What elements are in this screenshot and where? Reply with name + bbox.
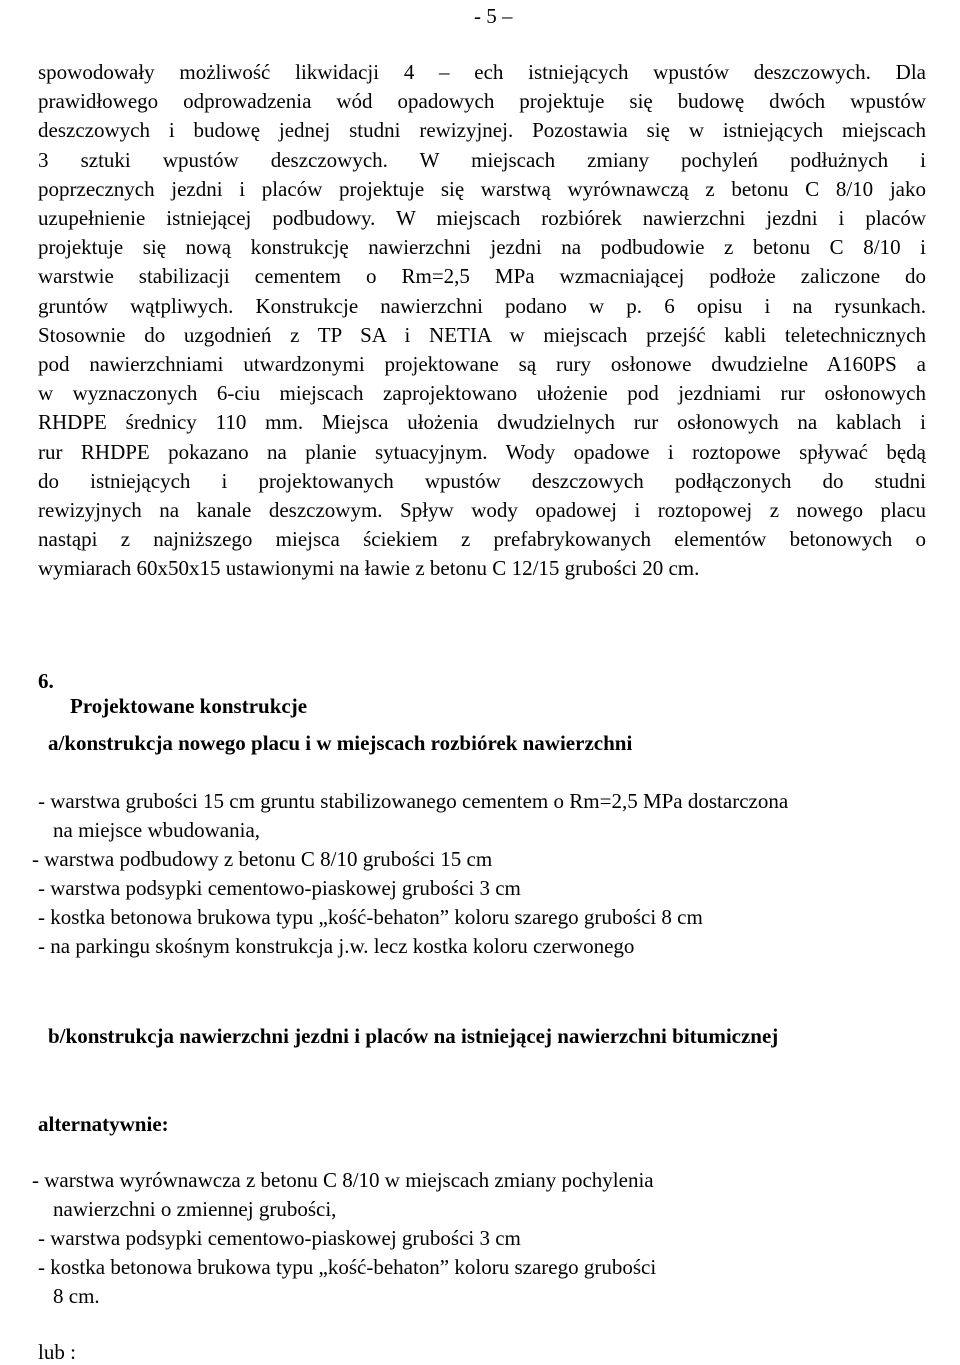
list-item: - warstwa wyrównawcza z betonu C 8/10 w miejscach zmiany pochylenia bbox=[32, 1168, 654, 1192]
subheading-b: b/konstrukcja nawierzchni jezdni i placów na istniejącej nawierzchni bitumicznej bbox=[48, 1024, 779, 1048]
paragraph-line: prawidłowego odprowadzenia wód opadowych projektuje się budowę dwóch wpustów bbox=[38, 89, 926, 114]
list-item: - warstwa podsypki cementowo-piaskowej grubości 3 cm bbox=[38, 876, 521, 900]
paragraph-line: wymiarach 60x50x15 ustawionymi na ławie z betonu C 12/15 grubości 20 cm. bbox=[38, 556, 700, 581]
paragraph-line: w wyznaczonych 6-ciu miejscach zaprojektowano ułożenie pod jezdniami rur osłonowych bbox=[38, 381, 926, 406]
paragraph-line: uzupełnienie istniejącej podbudowy. W miejscach rozbiórek nawierzchni jezdni i placów bbox=[38, 206, 926, 231]
list-item: - na parkingu skośnym konstrukcja j.w. lecz kostka koloru czerwonego bbox=[38, 934, 635, 958]
subheading-a: a/konstrukcja nowego placu i w miejscach rozbiórek nawierzchni bbox=[48, 731, 633, 755]
list-item: - warstwa grubości 15 cm gruntu stabilizowanego cementem o Rm=2,5 MPa dostarczona bbox=[38, 789, 789, 813]
paragraph-line: spowodowały możliwość likwidacji 4 – ech istniejących wpustów deszczowych. Dla bbox=[38, 60, 926, 84]
list-item: - kostka betonowa brukowa typu „kość-behaton” koloru szarego grubości bbox=[38, 1255, 657, 1279]
paragraph-line: Stosownie do uzgodnień z TP SA i NETIA w miejscach przejść kabli teletechnicznych bbox=[38, 322, 926, 347]
paragraph-line: rewizyjnych na kanale deszczowym. Spływ wody opadowej i roztopowej z nowego placu bbox=[38, 498, 926, 523]
list-item: - warstwa podbudowy z betonu C 8/10 grubości 15 cm bbox=[32, 847, 493, 871]
body-paragraph bbox=[38, 58, 926, 584]
paragraph-line: warstwie stabilizacji cementem o Rm=2,5 MPa wzmacniającej podłoże zaliczone do bbox=[38, 264, 926, 289]
lub-label: lub : bbox=[38, 1340, 76, 1364]
paragraph-line: pod nawierzchniami utwardzonymi projektowane są rury osłonowe dwudzielne A160PS a bbox=[38, 352, 926, 377]
paragraph-line: RHDPE średnicy 110 mm. Miejsca ułożenia dwudzielnych rur osłonowych na kablach i bbox=[38, 410, 926, 435]
list-item: - warstwa podsypki cementowo-piaskowej grubości 3 cm bbox=[38, 1226, 521, 1250]
page-number: - 5 – bbox=[474, 4, 513, 28]
list-item: na miejsce wbudowania, bbox=[53, 818, 261, 842]
list-item: 8 cm. bbox=[53, 1284, 100, 1308]
section-number: 6. bbox=[38, 669, 54, 693]
paragraph-line: do istniejących i projektowanych wpustów deszczowych podłączonych do studni bbox=[38, 468, 926, 493]
paragraph-line: poprzecznych jezdni i placów projektuje się warstwą wyrównawczą z betonu C 8/10 jako bbox=[38, 176, 926, 201]
paragraph-line: gruntów wątpliwych. Konstrukcje nawierzchni podano w p. 6 opisu i na rysunkach. bbox=[38, 293, 926, 318]
list-item: - kostka betonowa brukowa typu „kość-behaton” koloru szarego grubości 8 cm bbox=[38, 905, 703, 929]
paragraph-line: projektuje się nową konstrukcję nawierzchni jezdni na podbudowie z betonu C 8/10 i bbox=[38, 235, 926, 260]
section-title: Projektowane konstrukcje bbox=[70, 694, 308, 718]
alternative-heading: alternatywnie: bbox=[38, 1112, 169, 1136]
paragraph-line: deszczowych i budowę jednej studni rewizyjnej. Pozostawia się w istniejących miejscach bbox=[38, 118, 926, 143]
list-item: nawierzchni o zmiennej grubości, bbox=[53, 1197, 337, 1221]
paragraph-line: 3 sztuki wpustów deszczowych. W miejscach zmiany pochyleń podłużnych i bbox=[38, 147, 926, 172]
section-heading bbox=[0, 644, 308, 719]
paragraph-line: nastąpi z najniższego miejsca ściekiem z prefabrykowanych elementów betonowych o bbox=[38, 527, 926, 552]
paragraph-line: rur RHDPE pokazano na planie sytuacyjnym. Wody opadowe i roztopowe spływać będą bbox=[38, 439, 926, 464]
